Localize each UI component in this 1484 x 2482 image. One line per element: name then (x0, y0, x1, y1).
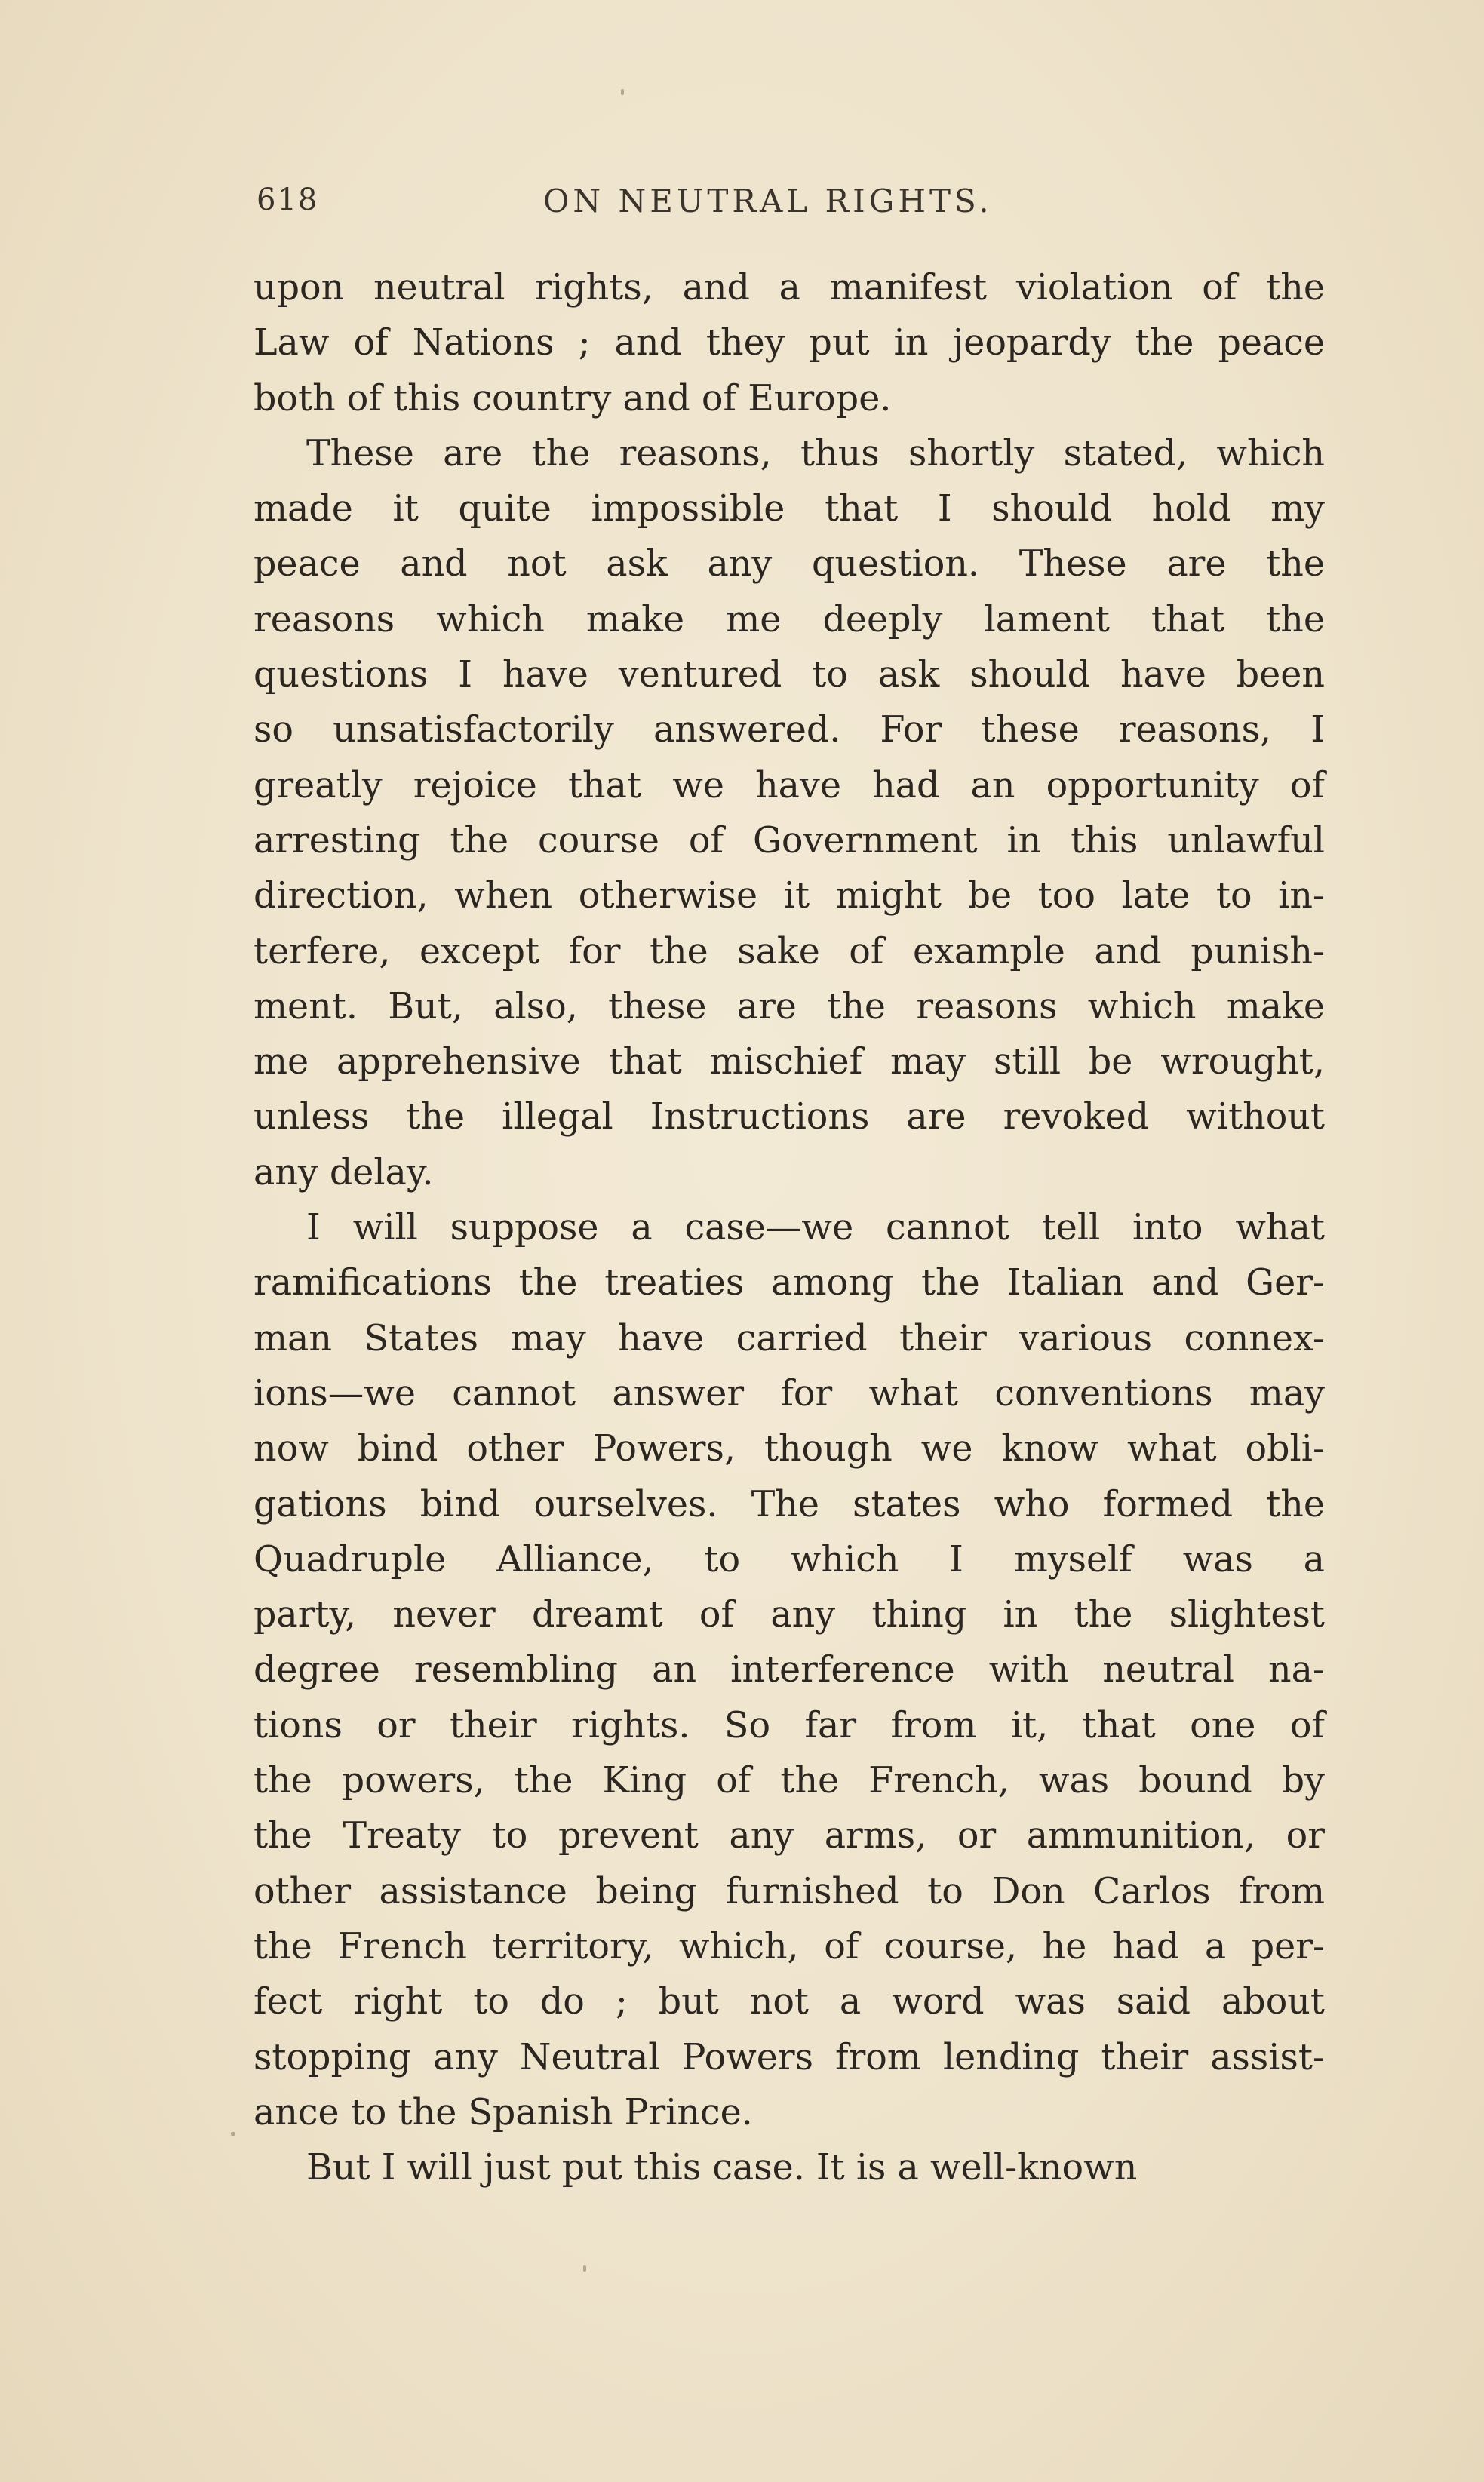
text-line: degree resembling an interference with neutral na- (253, 1649, 1325, 1691)
text-line: made it quite impossible that I should hold my (253, 488, 1325, 530)
text-line: ramifications the treaties among the Italian and Ger- (253, 1262, 1325, 1304)
text-line: so unsatisfactorily answered. For these reasons, I (253, 709, 1325, 751)
text-line: peace and not ask any question. These are the (253, 543, 1325, 585)
text-line: fect right to do ; but not a word was said about (253, 1981, 1325, 2023)
running-head: ON NEUTRAL RIGHTS. (543, 183, 993, 220)
text-line: unless the illegal Instructions are revoked without (253, 1096, 1325, 1138)
text-line: the Treaty to prevent any arms, or ammunition, or (253, 1815, 1325, 1857)
text-line: ment. But, also, these are the reasons which make (253, 985, 1325, 1028)
text-line: terfere, except for the sake of example and punish- (253, 930, 1325, 972)
text-line: ions—we cannot answer for what conventions may (253, 1372, 1325, 1415)
paper-speck (231, 2132, 235, 2136)
paper-speck (583, 2265, 586, 2272)
text-line: both of this country and of Europe. (253, 377, 892, 419)
text-line: questions I have ventured to ask should have been (253, 654, 1325, 696)
text-line: These are the reasons, thus shortly stated, which (306, 432, 1325, 475)
text-line: any delay. (253, 1151, 434, 1193)
text-line: I will suppose a case—we cannot tell into what (306, 1207, 1325, 1249)
text-line: Law of Nations ; and they put in jeopardy the peace (253, 322, 1325, 364)
text-line: greatly rejoice that we have had an opportunity of (253, 764, 1325, 806)
page-number: 618 (257, 183, 319, 217)
text-line: upon neutral rights, and a manifest violation of the (253, 267, 1325, 309)
text-line: stopping any Neutral Powers from lending their assist- (253, 2036, 1325, 2078)
text-line: gations bind ourselves. The states who formed the (253, 1483, 1325, 1525)
paper-speck (621, 89, 624, 95)
text-line: tions or their rights. So far from it, that one of (253, 1704, 1325, 1746)
text-line: reasons which make me deeply lament that the (253, 598, 1325, 640)
text-line: me apprehensive that mischief may still be wrought, (253, 1041, 1325, 1083)
text-line: now bind other Powers, though we know what obli- (253, 1428, 1325, 1470)
text-line: other assistance being furnished to Don Carlos from (253, 1870, 1325, 1912)
body-text (253, 260, 1325, 2195)
text-line: the French territory, which, of course, he had a per- (253, 1925, 1325, 1967)
text-line: ance to the Spanish Prince. (253, 2091, 753, 2133)
text-line: Quadruple Alliance, to which I myself was a (253, 1538, 1325, 1580)
text-line: party, never dreamt of any thing in the slightest (253, 1594, 1325, 1636)
text-line: the powers, the King of the French, was bound by (253, 1760, 1325, 1802)
text-line: direction, when otherwise it might be too late to in- (253, 875, 1325, 917)
text-line: arresting the course of Government in this unlawful (253, 819, 1325, 862)
text-line: But I will just put this case. It is a well-known (306, 2147, 1138, 2189)
page-header (257, 183, 1328, 235)
text-line: man States may have carried their various connex- (253, 1317, 1325, 1359)
